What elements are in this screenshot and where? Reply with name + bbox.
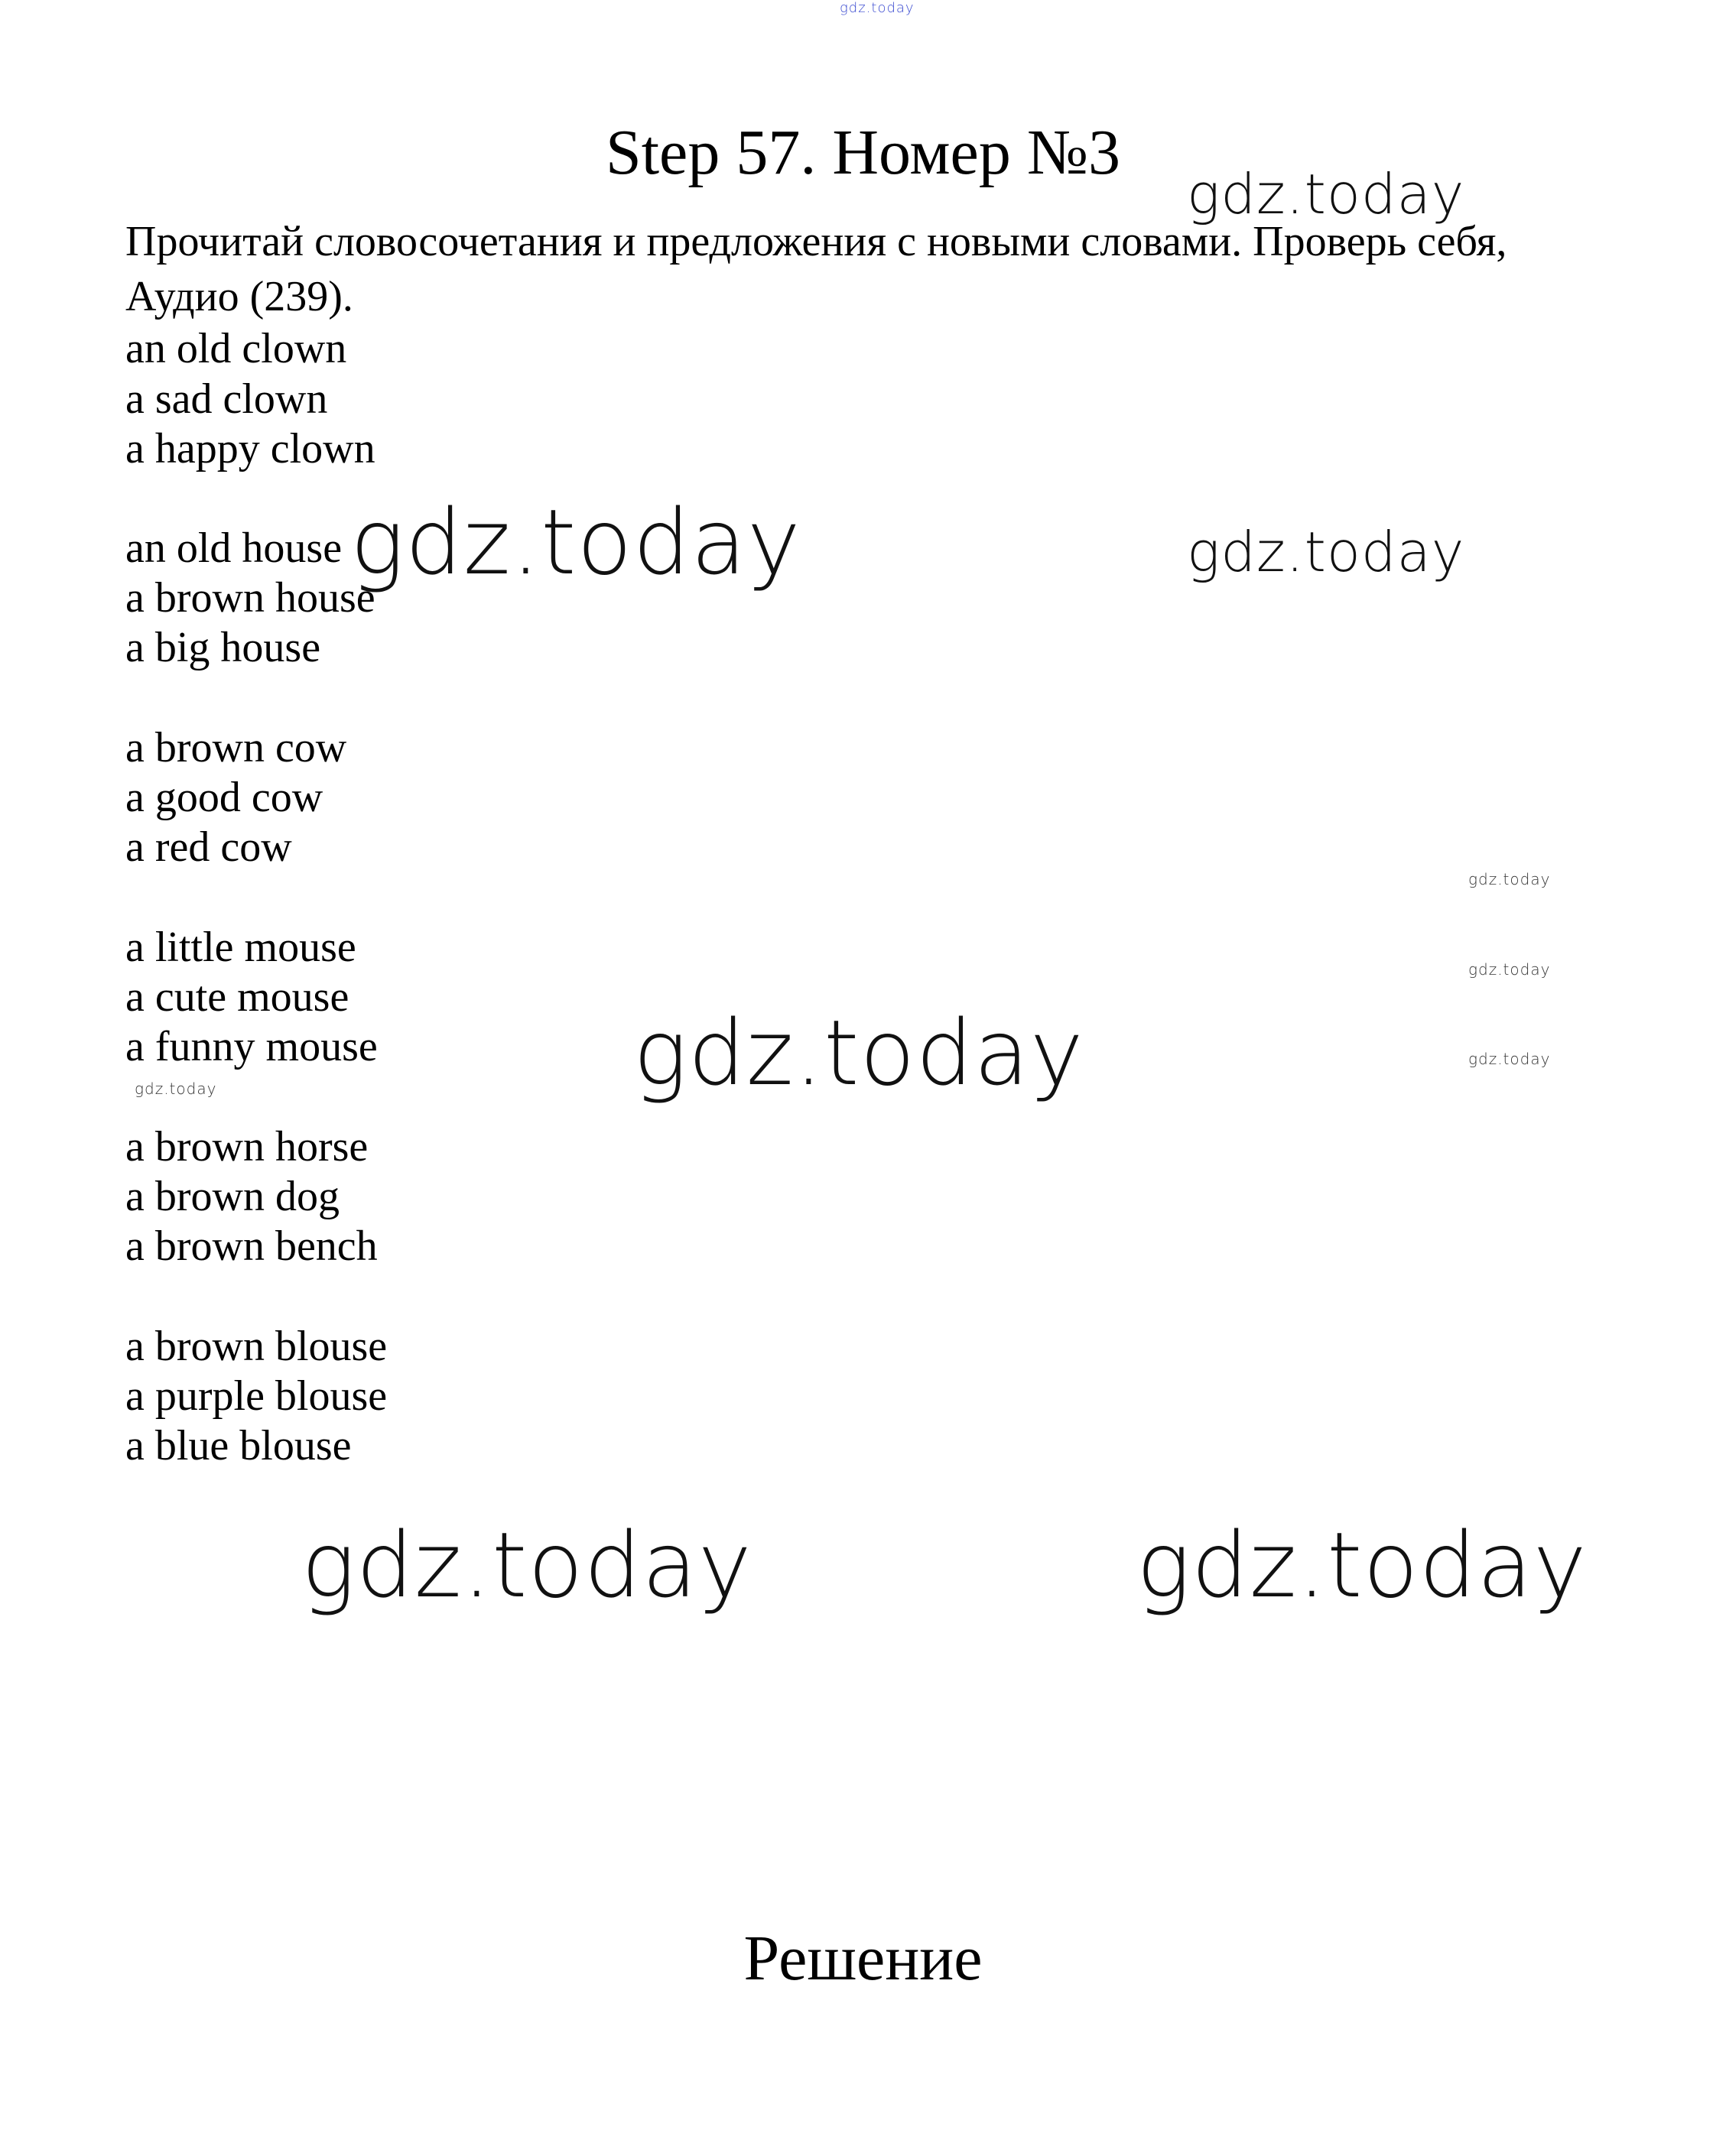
watermark: gdz.today <box>1468 870 1551 888</box>
watermark: gdz.today <box>1187 520 1465 584</box>
phrase-item: an old clown <box>125 325 347 372</box>
watermark: gdz.today <box>1468 1050 1551 1068</box>
phrase-item: a big house <box>125 624 321 671</box>
phrase-item: a funny mouse <box>125 1023 378 1070</box>
phrase-item: an old house <box>125 524 343 572</box>
phrase-item: a cute mouse <box>125 973 349 1021</box>
phrase-item: a brown bench <box>125 1222 378 1270</box>
watermark: gdz.today <box>1187 162 1465 226</box>
watermark-top: gdz.today <box>840 0 915 16</box>
watermark: gdz.today <box>1136 1512 1588 1618</box>
phrase-item: a happy clown <box>125 425 375 472</box>
phrase-item: a red cow <box>125 823 292 871</box>
phrase-item: a purple blouse <box>125 1372 388 1420</box>
watermark: gdz.today <box>350 489 801 595</box>
phrase-item: a brown dog <box>125 1173 340 1220</box>
phrase-item: a sad clown <box>125 375 328 423</box>
page-title: Step 57. Номер №3 <box>606 117 1120 188</box>
phrase-item: a brown horse <box>125 1123 369 1171</box>
phrase-item: a brown house <box>125 574 375 622</box>
phrase-item: a good cow <box>125 774 323 821</box>
watermark: gdz.today <box>1468 960 1551 979</box>
watermark: gdz.today <box>301 1512 752 1618</box>
task-instruction: Прочитай словосочетания и предложения с новыми словами. Проверь себя, Аудио (239). <box>125 218 1507 320</box>
phrase-item: a blue blouse <box>125 1422 352 1469</box>
watermark: gdz.today <box>135 1080 217 1098</box>
phrase-item: a brown cow <box>125 724 347 771</box>
phrase-item: a brown blouse <box>125 1323 388 1370</box>
watermark: gdz.today <box>633 1000 1084 1106</box>
phrase-item: a little mouse <box>125 924 356 971</box>
solution-title: Решение <box>743 1923 983 1994</box>
